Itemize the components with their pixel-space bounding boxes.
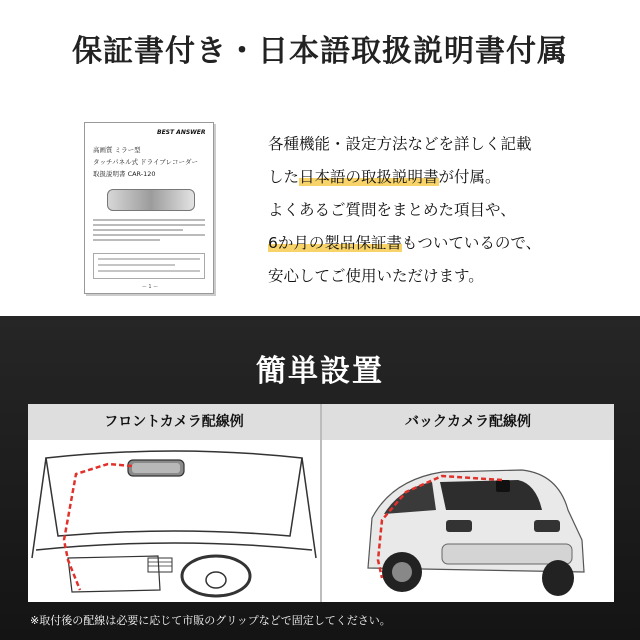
- back-wiring-illustration: [322, 440, 614, 602]
- page-title: 保証書付き・日本語取扱説明書付属: [72, 34, 568, 69]
- manual-page-number: ー 1 ー: [141, 284, 159, 290]
- manual-section: [0, 0, 640, 316]
- footnote: ※取付後の配線は必要に応じて市販のグリップなどで固定してください。: [30, 614, 391, 627]
- description-line: 安心してご使用いただけます。: [268, 267, 484, 285]
- install-title: 簡単設置: [256, 354, 384, 389]
- install-section: [0, 316, 640, 640]
- manual-contact-box: [93, 253, 205, 279]
- manual-fine-print: [93, 219, 205, 244]
- manual-line: タッチパネル式 ドライブレコーダー: [93, 158, 199, 166]
- back-camera-label: バックカメラ配線例: [322, 404, 614, 440]
- back-camera-panel: [322, 404, 614, 602]
- manual-line: 取扱説明書 CAR-120: [93, 170, 156, 178]
- description-line: よくあるご質問をまとめた項目や、: [268, 201, 516, 219]
- description-text: [268, 128, 608, 293]
- description-line: 各種機能・設定方法などを詳しく記載: [268, 135, 532, 153]
- description-line: した日本語の取扱説明書が付属。: [268, 168, 501, 186]
- mirror-recorder-image: [107, 189, 195, 211]
- manual-illustration: [84, 122, 214, 294]
- front-wiring-illustration: [28, 440, 320, 602]
- manual-brand-logo: BEST ANSWER: [157, 129, 206, 136]
- manual-line: 高画質 ミラー型: [93, 146, 141, 154]
- front-camera-label: フロントカメラ配線例: [28, 404, 320, 440]
- highlight-warranty: 6か月の製品保証書: [268, 234, 402, 252]
- wiring-panels: [28, 404, 614, 602]
- front-camera-panel: [28, 404, 320, 602]
- description-line: 6か月の製品保証書もついているので、: [268, 234, 542, 252]
- highlight-manual: 日本語の取扱説明書: [299, 168, 439, 186]
